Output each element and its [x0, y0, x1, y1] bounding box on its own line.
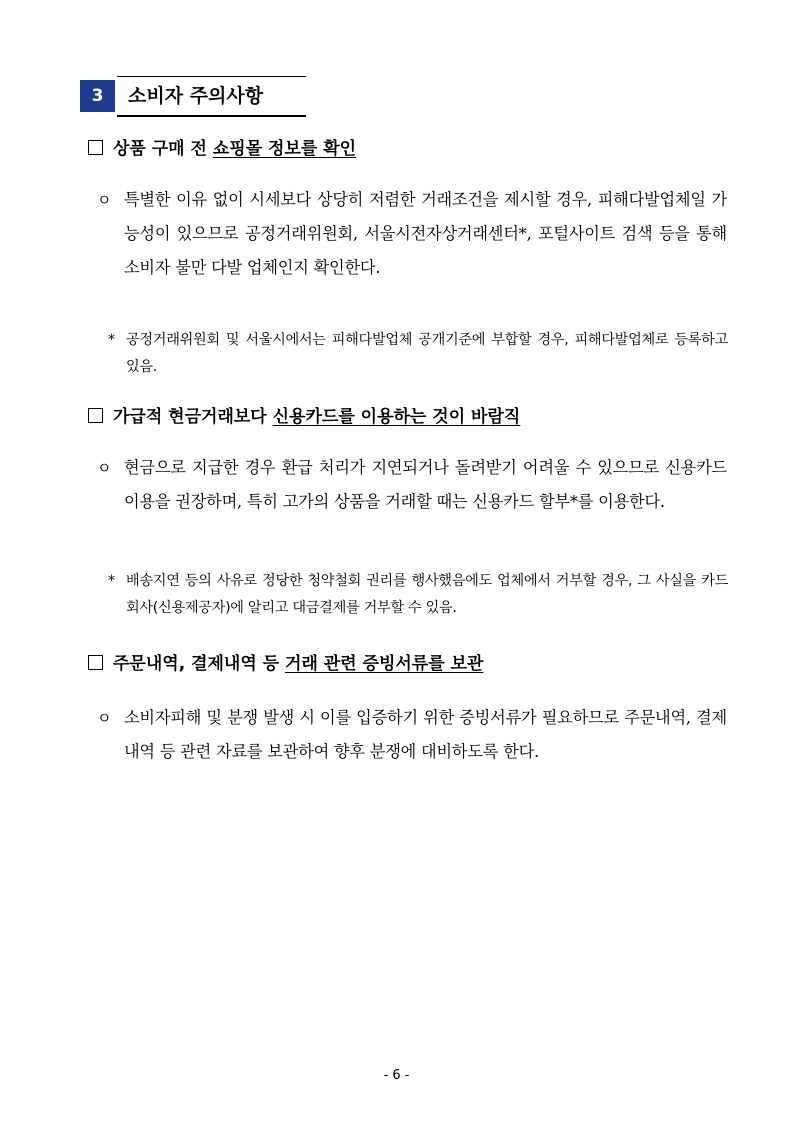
- page-number: - 6 -: [383, 1068, 410, 1083]
- bullet-circle-icon: ㅇ: [97, 709, 112, 727]
- subheading-underlined: 신용카드를 이용하는 것이 바람직: [272, 407, 521, 427]
- bullet-paragraph-1: [97, 183, 727, 285]
- bullet-text: 현금으로 지급한 경우 환급 처리가 지연되거나 돌려받기 어려울 수 있으므로 신용카드 이용을 권장하며, 특히 고가의 상품을 거래할 때는 신용카드 할부*를 이용한다.: [124, 458, 727, 511]
- subheading-text: 가급적 현금거래보다: [113, 407, 273, 427]
- subheading-1: [88, 137, 356, 161]
- footnote-1: [108, 327, 728, 381]
- footnote-text: 공정거래위원회 및 서울시에서는 피해다발업체 공개기준에 부합할 경우, 피해다발업체로 등록하고 있음.: [126, 332, 728, 375]
- subheading-2: [88, 405, 520, 429]
- asterisk-mark: *: [108, 332, 115, 348]
- checkbox-square-icon: [88, 408, 103, 423]
- bullet-text: 특별한 이유 없이 시세보다 상당히 저렴한 거래조건을 제시할 경우, 피해다발업체일 가능성이 있으므로 공정거래위원회, 서울시전자상거래센터*, 포털사이트 검색 등을 통해 소비자 불만 다발 업체인지 확인한다.: [124, 190, 727, 277]
- subheading-3: [88, 652, 483, 676]
- section-number: 3: [80, 80, 115, 112]
- subheading-text: 주문내역, 결제내역 등: [113, 654, 286, 674]
- section-title: 소비자 주의사항: [128, 85, 264, 107]
- footnote-text: 배송지연 등의 사유로 정당한 청약철회 권리를 행사했음에도 업체에서 거부할 경우, 그 사실을 카드회사(신용제공자)에 알리고 대금결제를 거부할 수 있음.: [126, 573, 728, 616]
- subheading-underlined: 쇼핑몰 정보를 확인: [212, 139, 357, 159]
- bullet-circle-icon: ㅇ: [97, 459, 112, 477]
- checkbox-square-icon: [88, 140, 103, 155]
- subheading-text: 상품 구매 전: [113, 139, 213, 159]
- checkbox-square-icon: [88, 655, 103, 670]
- bullet-paragraph-3: [97, 701, 727, 769]
- section-header: [80, 76, 306, 116]
- bullet-paragraph-2: [97, 451, 727, 519]
- bullet-text: 소비자피해 및 분쟁 발생 시 이를 입증하기 위한 증빙서류가 필요하므로 주문내역, 결제내역 등 관련 자료를 보관하여 향후 분쟁에 대비하도록 한다.: [124, 708, 727, 761]
- footnote-2: [108, 568, 728, 622]
- bullet-circle-icon: ㅇ: [97, 191, 112, 209]
- subheading-underlined: 거래 관련 증빙서류를 보관: [285, 654, 484, 674]
- asterisk-mark: *: [108, 573, 115, 589]
- section-rule-bottom: [117, 115, 306, 117]
